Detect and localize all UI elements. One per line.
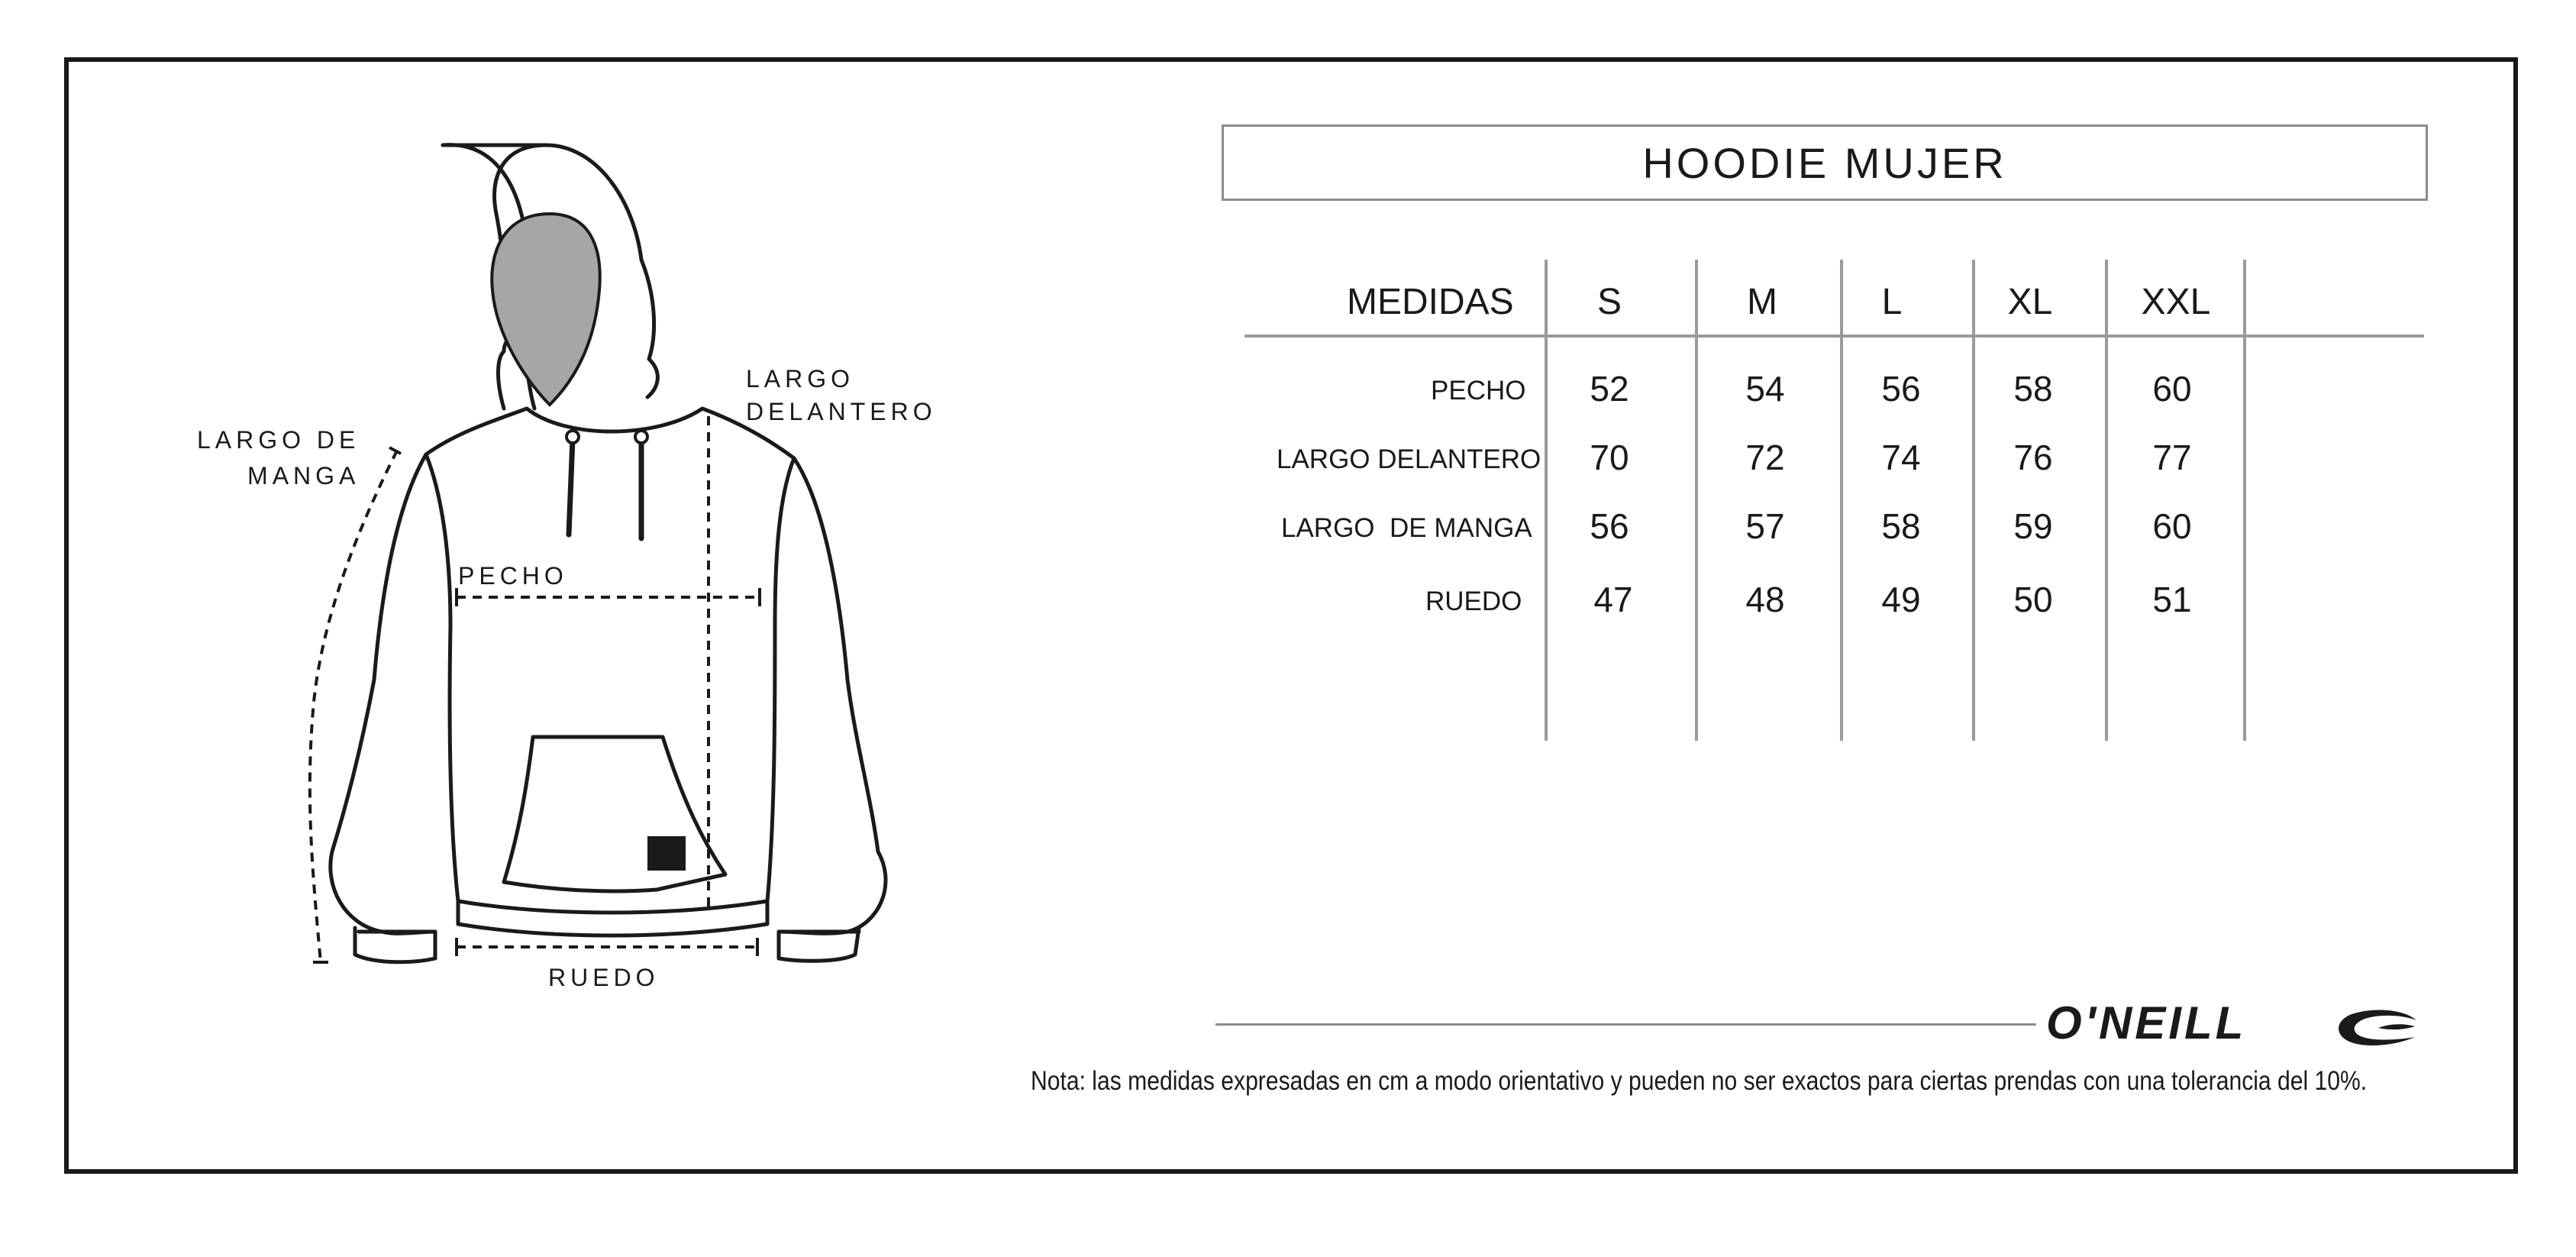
- column-divider: [1545, 260, 1548, 741]
- hood-inner: [492, 214, 599, 405]
- label-largo-de-manga: LARGO DE MANGA: [197, 426, 360, 490]
- brand-logo-text: O'NEILL: [2046, 997, 2247, 1049]
- table-cell: 48: [1745, 580, 1785, 619]
- column-divider: [1840, 260, 1843, 741]
- table-cell: 77: [2152, 438, 2192, 477]
- header-divider: [1244, 334, 2424, 338]
- row-label-largo-delantero: LARGO DELANTERO: [1277, 444, 1541, 474]
- column-divider: [2243, 260, 2246, 741]
- table-cell: 59: [2013, 506, 2053, 546]
- title-box: [1222, 124, 2428, 201]
- torso-left: [426, 454, 458, 901]
- kangaroo-pocket: [504, 737, 725, 891]
- drawstring-left: [569, 439, 573, 535]
- table-cell: 56: [1881, 369, 1921, 409]
- table-cell: 58: [1881, 506, 1921, 546]
- column-divider: [2105, 260, 2108, 741]
- sleeve-measure-line: [310, 451, 397, 962]
- table-cell: 70: [1590, 438, 1629, 477]
- table-cell: 58: [2013, 369, 2053, 409]
- column-divider: [1972, 260, 1975, 741]
- size-header-s: S: [1596, 282, 1622, 322]
- page-title: HOODIE MUJER: [1642, 138, 2007, 187]
- oneill-wave-icon: [2332, 1007, 2420, 1049]
- table-cell: 72: [1745, 438, 1785, 477]
- table-cell: 52: [1590, 369, 1629, 409]
- label-pecho: PECHO: [458, 562, 568, 590]
- table-cell: 76: [2013, 438, 2053, 477]
- table-cell: 47: [1593, 580, 1633, 619]
- footer-note: Nota: las medidas expresadas en cm a modo orientativo y pueden no ser exactos para ciertas prendas con una tolerancia del 10%.: [1031, 1066, 2368, 1096]
- label-ruedo: RUEDO: [548, 964, 660, 991]
- table-cell: 60: [2152, 506, 2192, 546]
- logo-patch: [647, 836, 686, 871]
- table-cell: 50: [2013, 580, 2053, 619]
- label-largo-delantero: LARGO DELANTERO: [746, 365, 937, 425]
- table-cell: 57: [1745, 506, 1785, 546]
- column-divider: [1695, 260, 1698, 741]
- hem-band: [458, 901, 767, 935]
- table-cell: 51: [2152, 580, 2192, 619]
- row-label-pecho: PECHO: [1431, 376, 1526, 406]
- size-header-xl: XL: [2007, 282, 2053, 322]
- table-cell: 56: [1590, 506, 1629, 546]
- size-header-m: M: [1747, 282, 1777, 322]
- table-cell: 60: [2152, 369, 2192, 409]
- table-cell: 49: [1881, 580, 1921, 619]
- body-outline: [331, 409, 886, 962]
- footer-divider: [1215, 1023, 2036, 1026]
- header-medidas: MEDIDAS: [1347, 282, 1514, 322]
- row-label-ruedo: RUEDO: [1425, 586, 1522, 616]
- table-cell: 54: [1745, 369, 1785, 409]
- size-header-l: L: [1881, 282, 1903, 322]
- table-cell: 74: [1881, 438, 1921, 477]
- row-label-largo-de-manga: LARGO DE MANGA: [1281, 513, 1532, 543]
- torso-right: [767, 458, 794, 901]
- size-table: [1244, 260, 2424, 741]
- size-header-xxl: XXL: [2141, 282, 2211, 322]
